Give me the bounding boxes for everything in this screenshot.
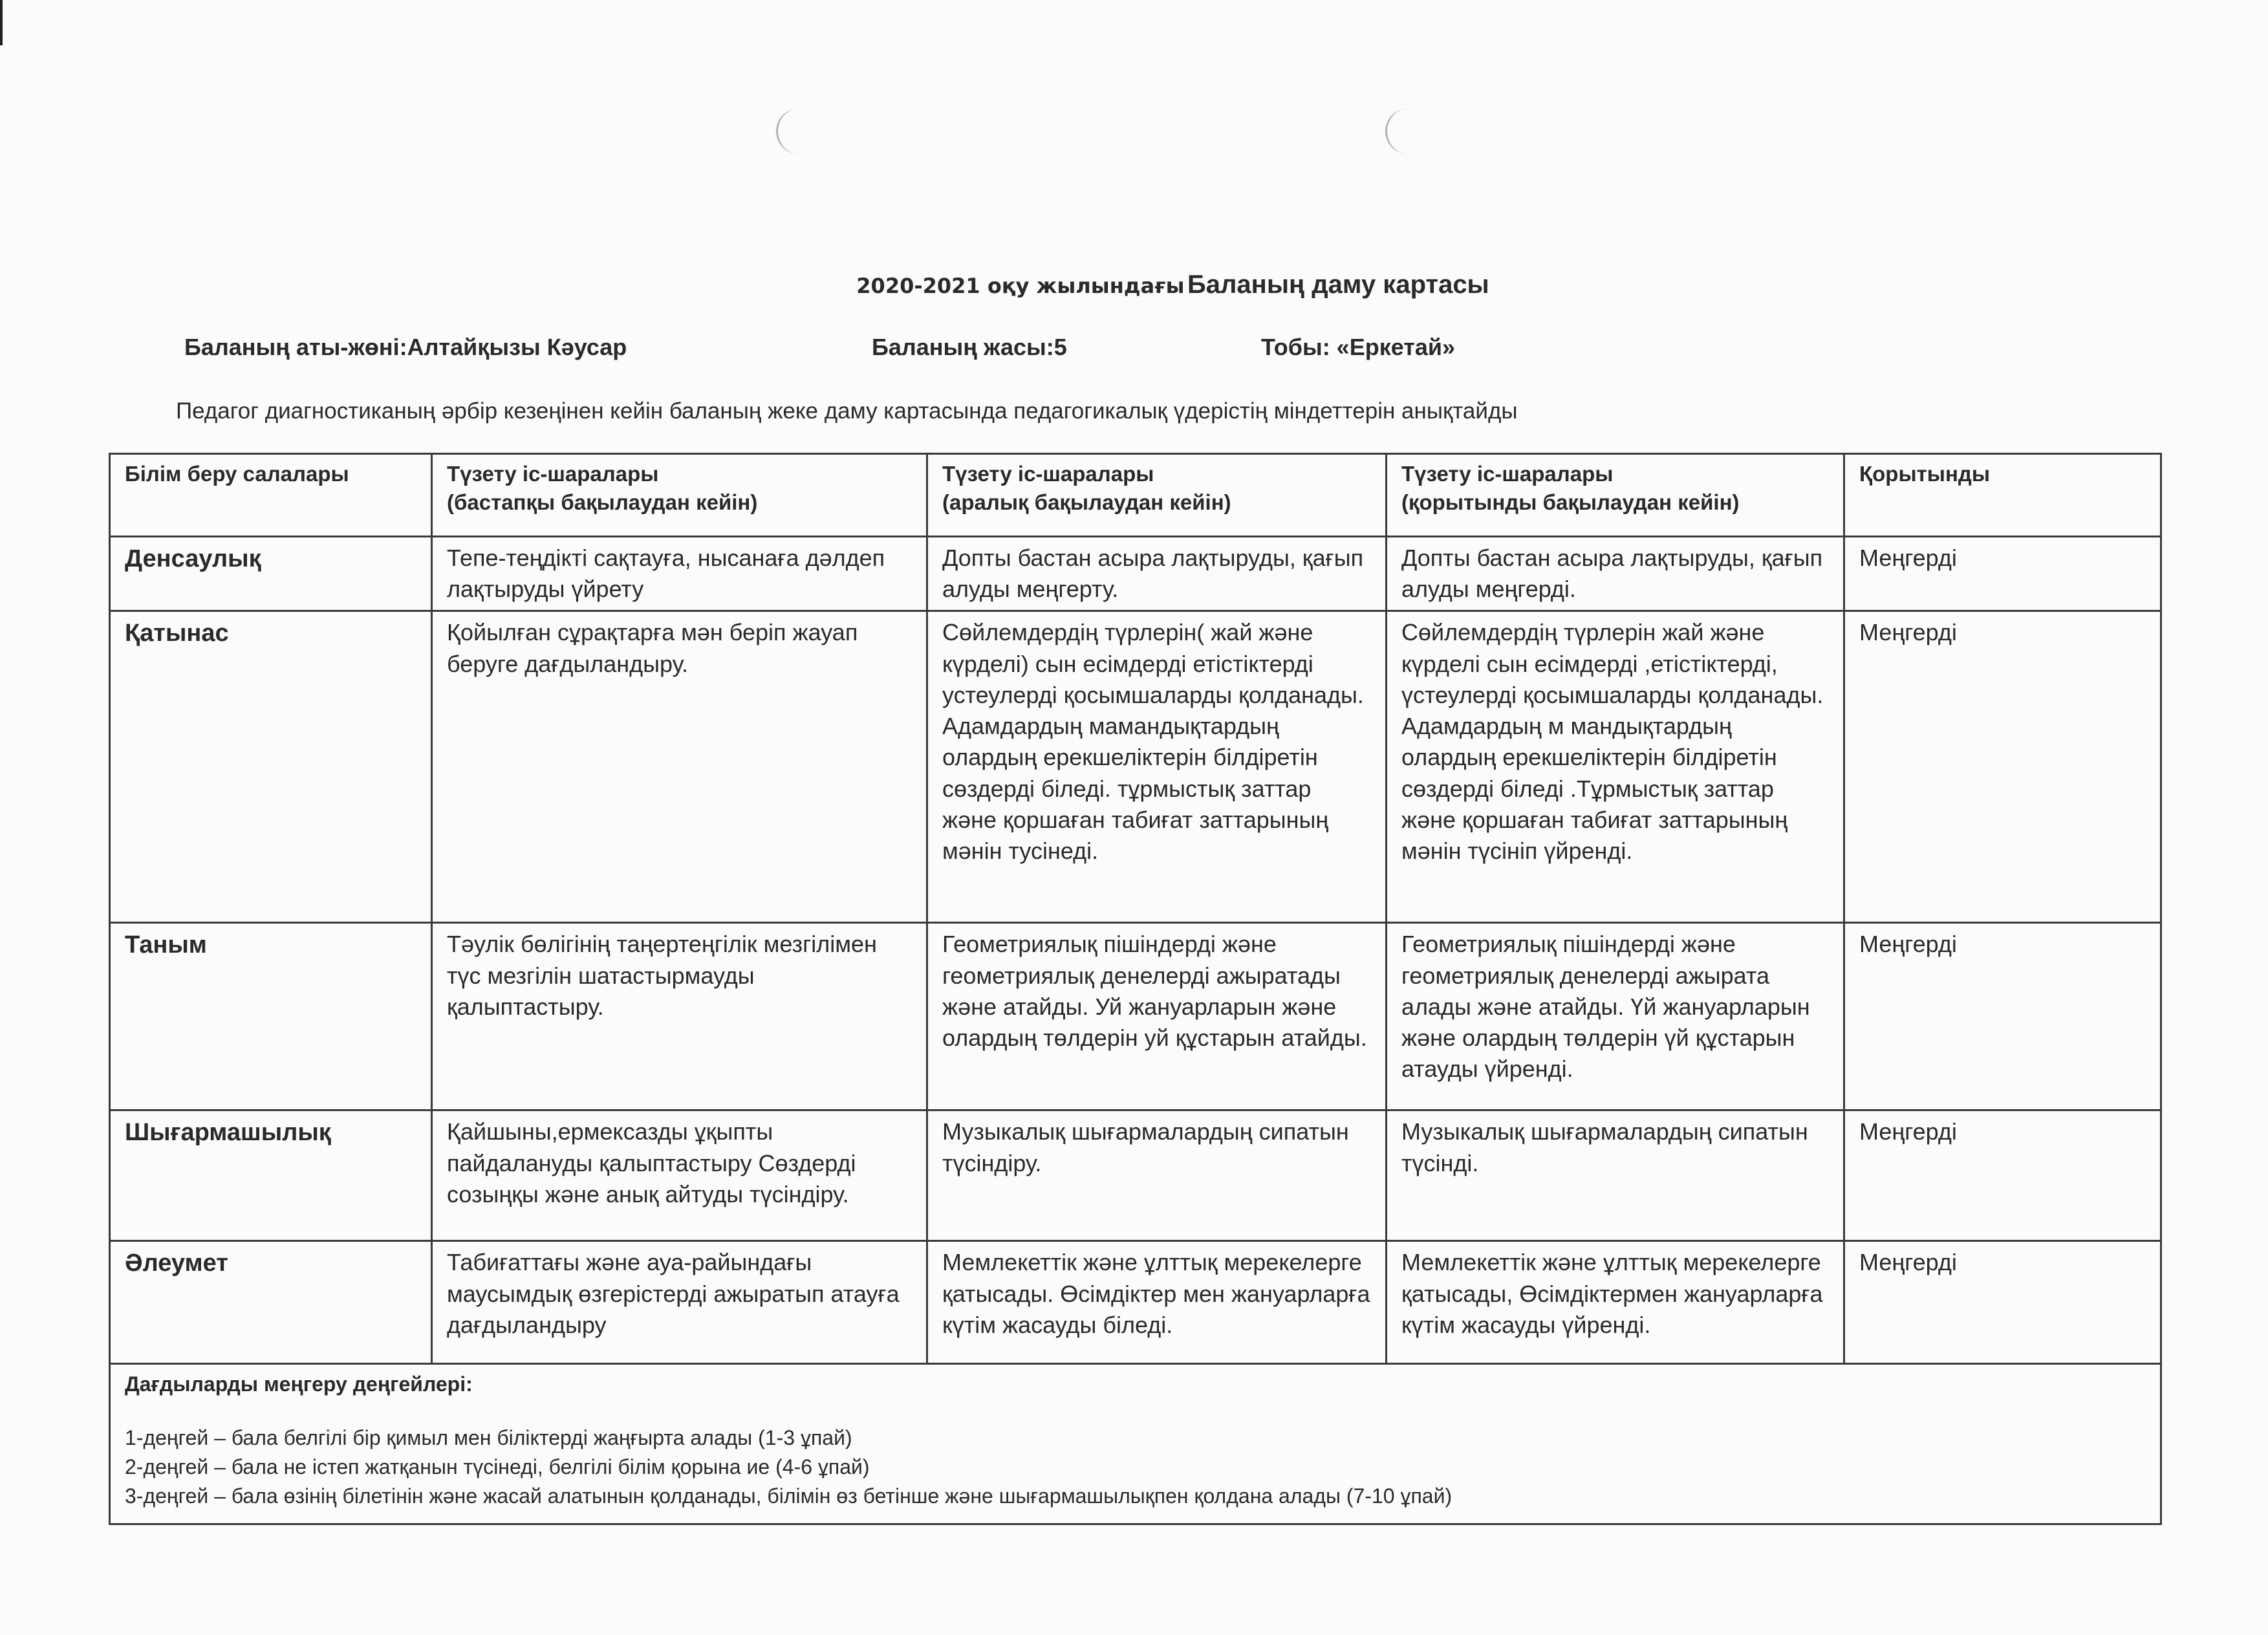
skills-levels-title: Дағдыларды меңгеру деңгейлері:: [125, 1372, 473, 1396]
header-result: Қорытынды: [1844, 454, 2161, 537]
row-area: Денсаулық: [110, 537, 432, 611]
development-card-table: [109, 453, 2162, 1525]
skill-level-3: 3-деңгей – бала өзінің білетінін және жасай алатынын қолданады, білімін өз бетінше және шығармашылықпен қолдана алады (7-10 ұпай): [125, 1484, 1453, 1508]
row-initial: Тепе-теңдікті сақтауға, нысанаға дәлдеп лақтыруды үйрету: [432, 537, 927, 611]
scan-edge-mark: [0, 0, 3, 45]
punch-hole-right: [1385, 109, 1413, 154]
child-name: Баланың аты-жөні:Алтайқызы Кәусар: [184, 334, 627, 360]
skills-levels-cell: [110, 1364, 2161, 1524]
row-result: Меңгерді: [1844, 1110, 2161, 1241]
row-initial: Табиғаттағы және ауа-райындағы маусымдық өзгерістерді ажыратып атауға дағдыландыру: [432, 1241, 927, 1364]
row-initial: Қойылған сұрақтарға мән беріп жауап беруге дағдыландыру.: [432, 611, 927, 923]
row-middle: Музыкалық шығармалардың сипатын түсіндіру.: [927, 1110, 1387, 1241]
row-final: Геометриялық пішіндерді және геометриялық денелерді ажырата алады және атайды. Үй жануарларын және олардың төлдерін үй құстарын атауды үйренді.: [1387, 923, 1844, 1110]
row-middle: Сөйлемдердің түрлерін( жай және күрделі) сын есімдерді етістіктерді устеулерді қосымшаларды қолданады. Адамдардың мамандықтардың олардың ерекшеліктерін білдіретін сөздерді біледі. тұрмыстық заттар және қоршаған табиғат заттарының мәнін тусінеді.: [927, 611, 1387, 923]
row-area: Таным: [110, 923, 432, 1110]
skill-level-1: 1-деңгей – бала белгілі бір қимыл мен біліктерді жаңғырта алады (1-3 ұпай): [125, 1426, 852, 1450]
title-years: 2020-2021 оқу жылындағы: [856, 274, 1185, 298]
table-row: [110, 1241, 2161, 1364]
row-area: Қатынас: [110, 611, 432, 923]
title-main: Баланың даму картасы: [1187, 270, 1489, 299]
row-final: Мемлекеттік және ұлттық мерекелерге қатысады, Өсімдіктермен жануарларға күтім жасауды үйренді.: [1387, 1241, 1844, 1364]
document-title: [0, 270, 2268, 299]
header-area: Білім беру салалары: [110, 454, 432, 537]
row-final: Сөйлемдердің түрлерін жай және күрделі сын есімдерді ,етістіктерді, үстеулерді қосымшаларды қолданады. Адамдардың м мандықтардың олардың ерекшеліктерін білдіретін сөздерді біледі .Тұрмыстық заттар және қоршаған табиғат заттарының мәнін түсініп үйренді.: [1387, 611, 1844, 923]
table-header-row: [110, 454, 2161, 537]
header-final: Түзету іс-шаралары (қорытынды бақылаудан кейін): [1387, 454, 1844, 537]
child-group: Тобы: «Еркетай»: [1261, 334, 1456, 360]
header-middle: Түзету іс-шаралары (аралық бақылаудан кейін): [927, 454, 1387, 537]
row-result: Меңгерді: [1844, 923, 2161, 1110]
row-area: Әлеумет: [110, 1241, 432, 1364]
intro-text: Педагог диагностиканың әрбір кезеңінен кейін баланың жеке даму картасында педагогикалық үдерістің міндеттерін анықтайды: [176, 398, 1518, 424]
row-final: Допты бастан асыра лақтыруды, қағып алуды меңгерді.: [1387, 537, 1844, 611]
row-result: Меңгерді: [1844, 611, 2161, 923]
table-row: [110, 537, 2161, 611]
row-result: Меңгерді: [1844, 1241, 2161, 1364]
skill-level-2: 2-деңгей – бала не істеп жатқанын түсінеді, белгілі білім қорына ие (4-6 ұпай): [125, 1455, 870, 1479]
row-final: Музыкалық шығармалардың сипатын түсінді.: [1387, 1110, 1844, 1241]
skills-levels-row: [110, 1364, 2161, 1524]
row-area: Шығармашылық: [110, 1110, 432, 1241]
table-row: [110, 1110, 2161, 1241]
row-middle: Мемлекеттік және ұлттық мерекелерге қатысады. Өсімдіктер мен жануарларға күтім жасауды біледі.: [927, 1241, 1387, 1364]
row-initial: Қайшыны,ермексазды ұқыпты пайдалануды қалыптастыру Сөздерді созыңқы және анық айтуды түсіндіру.: [432, 1110, 927, 1241]
row-result: Меңгерді: [1844, 537, 2161, 611]
table-row: [110, 923, 2161, 1110]
punch-hole-left: [776, 109, 804, 154]
row-middle: Геометриялық пішіндерді және геометриялық денелерді ажыратады және атайды. Уй жануарларын және олардың төлдерін уй құстарын атайды.: [927, 923, 1387, 1110]
row-initial: Тәулік бөлігінің таңертеңгілік мезгілімен түс мезгілін шатастырмауды қалыптастыру.: [432, 923, 927, 1110]
child-age: Баланың жасы:5: [872, 334, 1067, 360]
table-row: [110, 611, 2161, 923]
row-middle: Допты бастан асыра лақтыруды, қағып алуды меңгерту.: [927, 537, 1387, 611]
header-initial: Түзету іс-шаралары (бастапқы бақылаудан кейін): [432, 454, 927, 537]
